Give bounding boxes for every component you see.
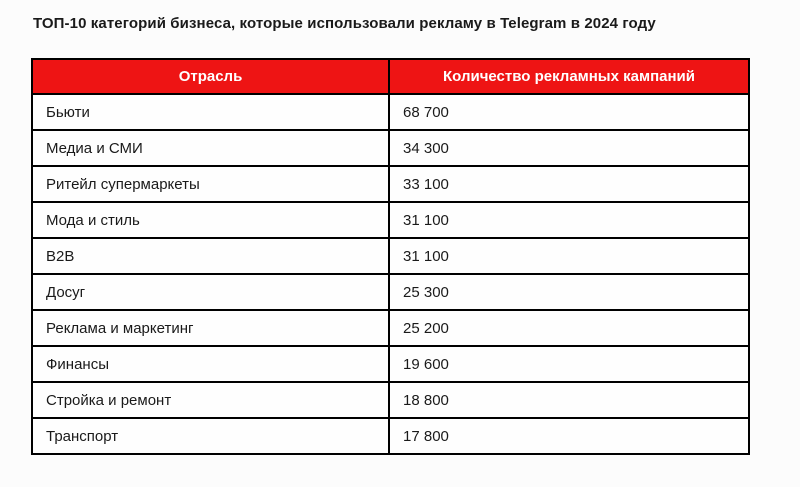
category-cell: Финансы (32, 346, 389, 382)
value-cell: 25 300 (389, 274, 749, 310)
value-cell: 17 800 (389, 418, 749, 454)
header-row (32, 59, 749, 94)
category-cell: Транспорт (32, 418, 389, 454)
table-row (32, 382, 749, 418)
category-cell: Медиа и СМИ (32, 130, 389, 166)
table-row (32, 130, 749, 166)
category-cell: Досуг (32, 274, 389, 310)
value-cell: 18 800 (389, 382, 749, 418)
category-cell: Стройка и ремонт (32, 382, 389, 418)
table-row (32, 274, 749, 310)
column-header-industry: Отрасль (32, 59, 389, 94)
table-row (32, 166, 749, 202)
table-row (32, 310, 749, 346)
table-header (32, 59, 749, 94)
page-title: ТОП-10 категорий бизнеса, которые использовали рекламу в Telegram в 2024 году (33, 15, 656, 32)
top10-table (31, 58, 750, 455)
table-body (32, 94, 749, 454)
value-cell: 31 100 (389, 202, 749, 238)
category-cell: Ритейл супермаркеты (32, 166, 389, 202)
table-row (32, 346, 749, 382)
category-cell: Реклама и маркетинг (32, 310, 389, 346)
value-cell: 31 100 (389, 238, 749, 274)
value-cell: 33 100 (389, 166, 749, 202)
table-row (32, 94, 749, 130)
value-cell: 68 700 (389, 94, 749, 130)
table-row (32, 238, 749, 274)
value-cell: 19 600 (389, 346, 749, 382)
column-header-campaign-count: Количество рекламных кампаний (389, 59, 749, 94)
category-cell: Бьюти (32, 94, 389, 130)
category-cell: Мода и стиль (32, 202, 389, 238)
table-row (32, 202, 749, 238)
table-row (32, 418, 749, 454)
category-cell: B2B (32, 238, 389, 274)
value-cell: 25 200 (389, 310, 749, 346)
value-cell: 34 300 (389, 130, 749, 166)
